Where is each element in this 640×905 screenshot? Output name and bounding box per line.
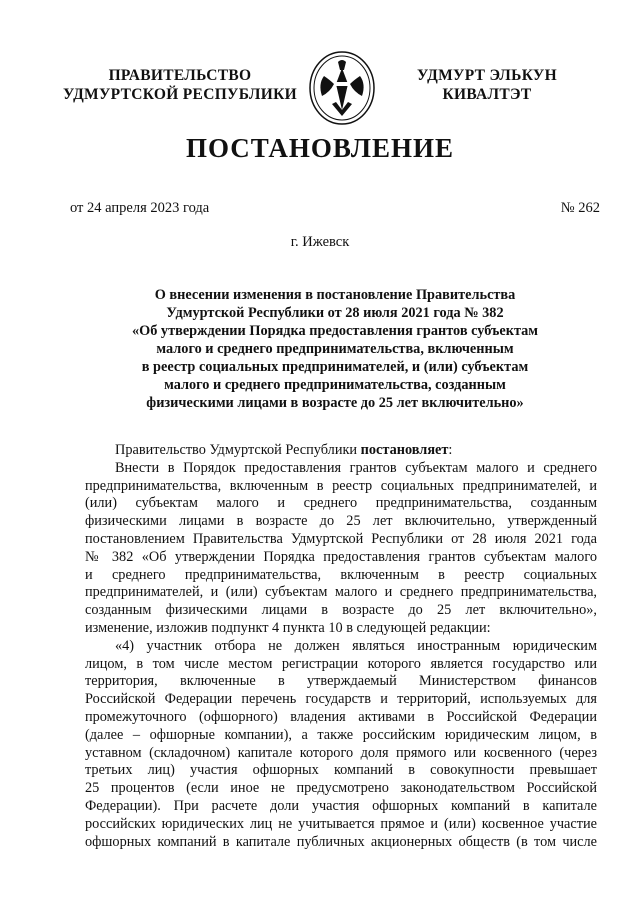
body-line: Федерации). При расчете доли участия офшорных компаний в капитале [85, 797, 597, 814]
body-line: уставном (складочном) капитале которого доля прямого или косвенного (через [85, 744, 597, 761]
intro-colon: : [448, 442, 453, 458]
title-line: в реестр социальных предпринимателей, и (или) субъектам [141, 359, 529, 375]
body-line: лицом, в том числе местом регистрации которого является государство или [85, 655, 597, 672]
body-line: № 382 «Об утверждении Порядка предоставления грантов субъектам малого [85, 548, 597, 565]
issuer-line-1: ПРАВИТЕЛЬСТВО [108, 67, 252, 84]
body-line: предпринимателей, и (или) субъектам малого и среднего предпринимательства, [85, 584, 597, 601]
body-line: созданным физическими лицами в возрасте до 25 лет включительно», [85, 602, 597, 619]
body-line: офшорных компаний в капитале публичных акционерных обществ (в том числе [85, 833, 597, 850]
body-line: Российской Федерации перечень государств и территорий, используемых для [85, 691, 597, 708]
udmurt-coat-of-arms-icon [308, 50, 376, 126]
body-line: Внести в Порядок предоставления грантов субъектам малого и среднего [115, 459, 597, 476]
body-line: физическими лицами в возрасте до 25 лет включительно, утвержденный [85, 513, 597, 530]
body-line: территория, включенные в утверждаемый Министерством финансов [85, 673, 597, 690]
body-line: изменение, изложив подпункт 4 пункта 10 в следующей редакции: [85, 619, 491, 636]
body-line: (далее – офшорные компании), а также российским юридическим лицом, в [85, 726, 597, 743]
document-type-heading: ПОСТАНОВЛЕНИЕ [185, 133, 455, 163]
document-city: г. Ижевск [290, 234, 350, 250]
title-line: малого и среднего предпринимательства, включенным [156, 341, 514, 357]
title-line: О внесении изменения в постановление Правительства [154, 287, 516, 303]
body-line: третьих лиц) участия офшорных компаний в совокупности превышает [85, 762, 597, 779]
issuer-udmurt-line-2: КИВАЛТЭТ [442, 86, 532, 103]
body-line: постановлением Правительства Удмуртской Республики от 28 июля 2021 года [85, 530, 597, 547]
body-line: и среднего предпринимательства, включенным в реестр социальных [85, 566, 597, 583]
body-line: 25 процентов (если иное не предусмотрено законодательством Российской [85, 780, 597, 797]
body-line: (или) субъектам малого и среднего предпринимательства, созданным [85, 495, 597, 512]
issuer-name-russian [60, 66, 300, 104]
document-number: № 262 [560, 200, 600, 216]
body-line: предпринимательства, включенным в реестр социальных предпринимателей, и [85, 477, 597, 494]
title-line: физическими лицами в возрасте до 25 лет включительно» [146, 395, 524, 411]
body-line: промежуточного (офшорного) владения активами в Российской Федерации [85, 708, 597, 725]
document-body [85, 442, 597, 851]
document-title [100, 286, 570, 412]
title-line: малого и среднего предпринимательства, созданным [164, 377, 506, 393]
intro-text: Правительство Удмуртской Республики [115, 442, 361, 458]
title-line: Удмуртской Республики от 28 июля 2021 года № 382 [166, 305, 504, 321]
body-line: «4) участник отбора не должен являться иностранным юридическим [115, 637, 597, 654]
issuer-line-2: УДМУРТСКОЙ РЕСПУБЛИКИ [62, 86, 297, 103]
issuer-udmurt-line-1: УДМУРТ ЭЛЬКУН [417, 67, 557, 84]
title-line: «Об утверждении Порядка предоставления грантов субъектам [131, 323, 539, 339]
intro-keyword: постановляет [360, 442, 449, 458]
body-line: российских юридических лиц не учитывается прямое и (или) косвенное участие [85, 815, 597, 832]
issuer-name-udmurt [392, 66, 582, 104]
resolution-intro [85, 442, 597, 460]
document-date: от 24 апреля 2023 года [70, 200, 210, 216]
